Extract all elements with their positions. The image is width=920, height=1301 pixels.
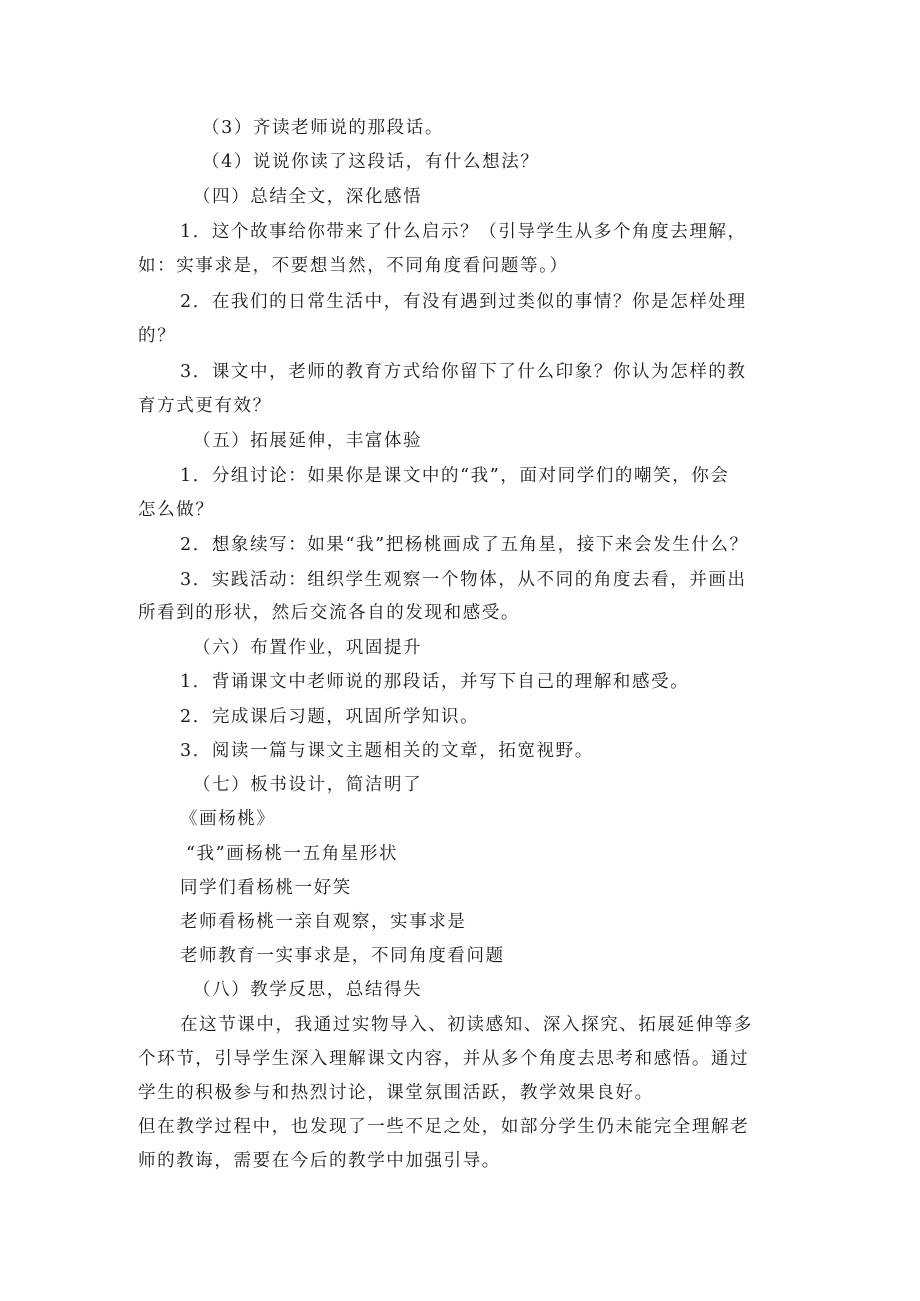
text-line: 如：实事求是，不要想当然，不同角度看问题等。） bbox=[138, 256, 569, 276]
text-line: 2．在我们的日常生活中，有没有遇到过类似的事情？你是怎样处理 bbox=[180, 292, 747, 312]
text-line: 所看到的形状，然后交流各自的发现和感受。 bbox=[138, 603, 520, 623]
section-heading: （七）板书设计，简洁明了 bbox=[193, 775, 423, 795]
text-line: 育方式更有效？ bbox=[138, 396, 272, 416]
board-title: 《画杨桃》 bbox=[180, 809, 276, 829]
text-line: 1．这个故事给你带来了什么启示？（引导学生从多个角度去理解， bbox=[180, 222, 747, 242]
text-line: 在这节课中，我通过实物导入、初读感知、深入探究、拓展延伸等多 bbox=[180, 1015, 753, 1035]
board-line: 同学们看杨桃一好笑 bbox=[180, 878, 352, 898]
text-line: 的？ bbox=[138, 326, 177, 346]
text-line: 1．背诵课文中老师说的那段话，并写下自己的理解和感受。 bbox=[180, 672, 690, 692]
text-line: 师的教诲，需要在今后的教学中加强引导。 bbox=[138, 1151, 501, 1171]
text-line: 1．分组讨论：如果你是课文中的“我”，面对同学们的嘲笑，你会 bbox=[180, 466, 730, 486]
text-line: 2．想象续写：如果“我”把杨桃画成了五角星，接下来会发生什么？ bbox=[180, 535, 749, 555]
section-heading: （四）总结全文，深化感悟 bbox=[193, 187, 423, 207]
text-line: 学生的积极参与和热烈讨论，课堂氛围活跃，教学效果良好。 bbox=[138, 1083, 654, 1103]
text-line: 个环节，引导学生深入理解课文内容，并从多个角度去思考和感悟。通过 bbox=[138, 1049, 750, 1069]
text-line: 3．课文中，老师的教育方式给你留下了什么印象？你认为怎样的教 bbox=[180, 362, 747, 382]
text-line: 但在教学过程中，也发现了一些不足之处，如部分学生仍未能完全理解老 bbox=[138, 1117, 750, 1137]
text-line: 2．完成课后习题，巩固所学知识。 bbox=[180, 707, 480, 727]
section-heading: （五）拓展延伸，丰富体验 bbox=[193, 431, 423, 451]
board-line: 老师看杨桃一亲自观察，实事求是 bbox=[180, 912, 467, 932]
text-line: 怎么做？ bbox=[138, 500, 215, 520]
text-line: （4）说说你读了这段话，有什么想法？ bbox=[202, 152, 540, 172]
board-line: “我”画杨桃一五角星形状 bbox=[186, 844, 399, 864]
section-heading: （六）布置作业，巩固提升 bbox=[193, 638, 423, 658]
text-line: 3．实践活动：组织学生观察一个物体，从不同的角度去看，并画出 bbox=[180, 570, 747, 590]
section-heading: （八）教学反思，总结得失 bbox=[193, 980, 423, 1000]
text-line: （3）齐读老师说的那段话。 bbox=[202, 118, 444, 138]
board-line: 老师教育一实事求是，不同角度看问题 bbox=[180, 946, 505, 966]
text-line: 3．阅读一篇与课文主题相关的文章，拓宽视野。 bbox=[180, 741, 594, 761]
